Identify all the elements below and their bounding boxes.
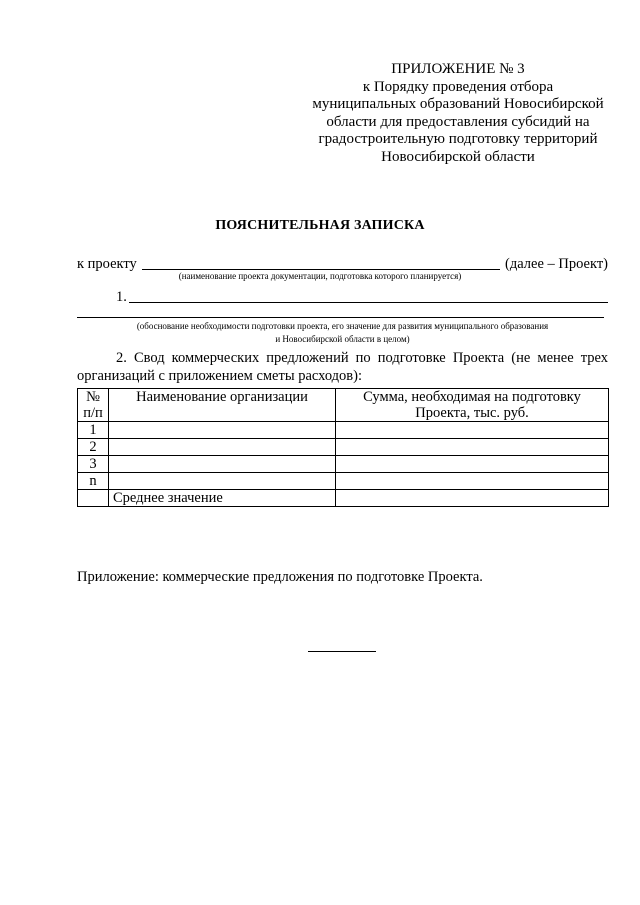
table-row-average: [78, 490, 609, 507]
item-1-line: [116, 288, 608, 306]
appendix-line: градостроительную подготовку территорий: [318, 131, 598, 147]
row-number: n: [78, 473, 109, 490]
table-row: [78, 422, 609, 439]
offers-table: [77, 388, 609, 507]
row-organization[interactable]: [109, 473, 336, 490]
row-organization: Среднее значение: [109, 490, 336, 507]
project-name-blank[interactable]: [142, 269, 500, 270]
row-number: 3: [78, 456, 109, 473]
row-sum[interactable]: [336, 490, 609, 507]
signature-line: [308, 651, 376, 652]
table-row: [78, 473, 609, 490]
attachment-note: Приложение: коммерческие предложения по подготовке Проекта.: [77, 569, 483, 585]
appendix-line: области для предоставления субсидий на: [326, 113, 590, 130]
header-number: [78, 389, 109, 422]
appendix-line: ПРИЛОЖЕНИЕ № 3: [391, 61, 525, 77]
header-number-line: п/п: [83, 405, 103, 421]
document-title: ПОЯСНИТЕЛЬНАЯ ЗАПИСКА: [215, 218, 425, 233]
project-suffix: (далее – Проект): [505, 256, 608, 272]
header-sum-line: Проекта, тыс. руб.: [415, 405, 529, 421]
header-sum-line: Сумма, необходимая на подготовку: [363, 389, 581, 405]
appendix-line: муниципальных образований Новосибирской: [312, 96, 604, 112]
item-1-hint-line: и Новосибирской области в целом): [275, 334, 410, 344]
row-sum[interactable]: [336, 422, 609, 439]
item-1-number: 1.: [116, 289, 127, 305]
appendix-line: Новосибирской области: [381, 148, 535, 165]
row-organization[interactable]: [109, 422, 336, 439]
item-1-blank[interactable]: [129, 302, 608, 303]
item-2-paragraph: 2. Свод коммерческих предложений по подготовке Проекта (не менее трех организаций с приложением сметы расходов):: [77, 350, 608, 384]
row-number: [78, 490, 109, 507]
table-header-row: [78, 389, 609, 422]
row-number: 2: [78, 439, 109, 456]
row-organization[interactable]: [109, 439, 336, 456]
item-1-blank-continuation[interactable]: [77, 317, 604, 318]
item-1-hint: [77, 320, 608, 346]
row-organization[interactable]: [109, 456, 336, 473]
project-prefix: к проекту: [77, 256, 137, 272]
header-sum: [336, 389, 609, 422]
table-row: [78, 456, 609, 473]
row-number: 1: [78, 422, 109, 439]
row-sum[interactable]: [336, 473, 609, 490]
project-name-hint: (наименование проекта документации, подготовка которого планируется): [178, 271, 462, 281]
appendix-line: к Порядку проведения отбора: [362, 78, 554, 95]
row-sum[interactable]: [336, 456, 609, 473]
row-sum[interactable]: [336, 439, 609, 456]
table-row: [78, 439, 609, 456]
appendix-header: [308, 61, 608, 166]
header-organization: Наименование организации: [109, 389, 336, 422]
header-number-line: №: [86, 389, 100, 405]
item-1-hint-line: (обоснование необходимости подготовки проекта, его значение для развития муниципального образования: [136, 321, 549, 331]
